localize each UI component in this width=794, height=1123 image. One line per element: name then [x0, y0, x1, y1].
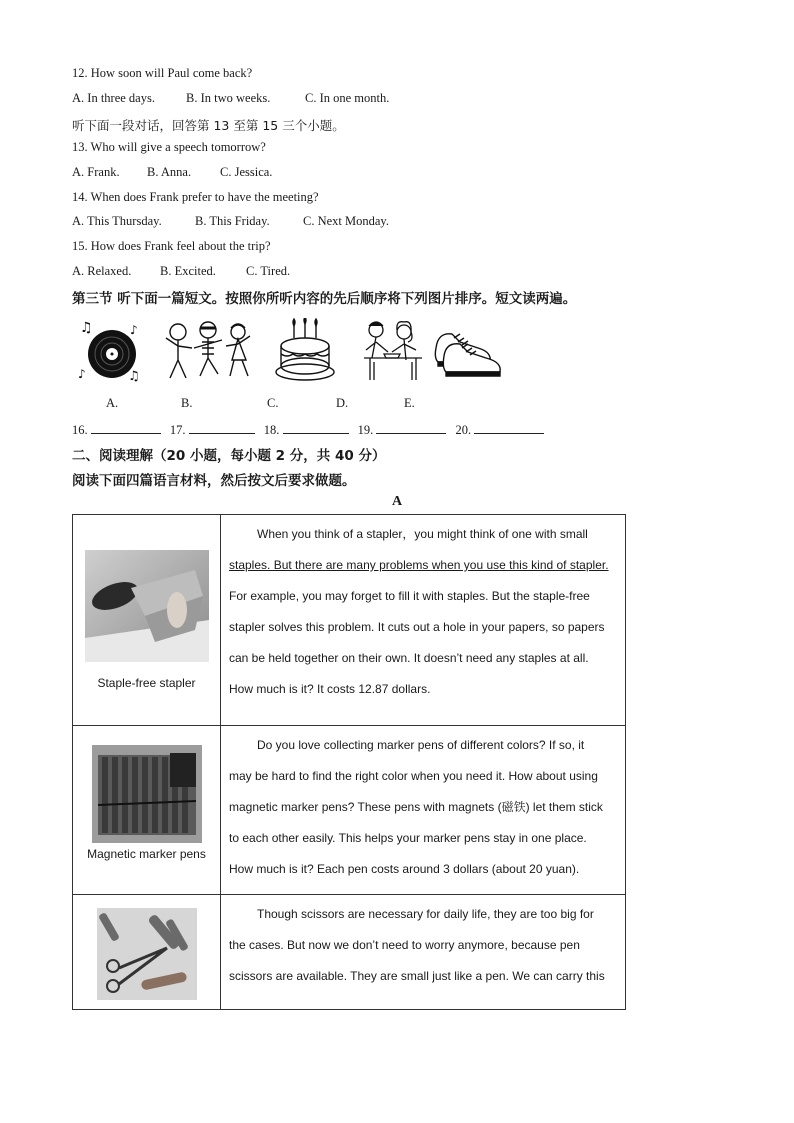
picture-row	[78, 318, 518, 388]
q12-question: 12. How soon will Paul come back?	[72, 66, 253, 80]
stapler-caption: Staple-free stapler	[97, 676, 196, 690]
product-row-scissors	[73, 895, 626, 1010]
pens-caption: Magnetic marker pens	[87, 847, 206, 861]
q13-options	[72, 165, 272, 180]
kids-dancing-icon	[160, 318, 256, 384]
q15-option-a: A. Relaxed.	[72, 264, 132, 278]
scissors-text	[221, 895, 626, 1010]
answer-blanks	[72, 421, 550, 438]
q13-option-c: C. Jessica.	[220, 165, 273, 179]
picture-label-e: E.	[404, 396, 415, 410]
stapler-line-4: stapler solves this problem. It cuts out a hole in your papers, so papers	[229, 620, 605, 634]
blank-label-17: 17.	[169, 423, 186, 437]
q12-option-c: C. In one month.	[305, 91, 390, 105]
blank-label-19: 19.	[357, 423, 374, 437]
q13-question: 13. Who will give a speech tomorrow?	[72, 140, 266, 154]
marker-pens-photo	[92, 745, 202, 843]
scissors-line-3: scissors are available. They are small just like a pen. We can carry this	[229, 969, 605, 983]
reading-part-heading: 二、阅读理解（20 小题，每小题 2 分，共 40 分）	[72, 448, 386, 464]
pens-line-5: How much is it? Each pen costs around 3 dollars (about 20 yuan).	[229, 862, 580, 876]
stapler-text	[221, 515, 626, 726]
picture-label-b: B.	[181, 396, 193, 410]
q12-options	[72, 91, 389, 106]
q14-option-c: C. Next Monday.	[303, 214, 389, 228]
q12-option-a: A. In three days.	[72, 91, 155, 105]
answer-blank-18[interactable]	[283, 421, 349, 434]
stapler-image-cell	[73, 515, 221, 726]
pens-line-2: may be hard to find the right color when you need it. How about using	[229, 769, 598, 783]
reading-instruction: 阅读下面四篇语言材料，然后按文后要求做题。	[72, 473, 356, 489]
pens-image-cell	[73, 726, 221, 895]
q14-question: 14. When does Frank prefer to have the meeting?	[72, 190, 319, 204]
scissors-image-cell	[73, 895, 221, 1010]
passage-label: A	[391, 494, 403, 509]
q14-option-b: B. This Friday.	[195, 214, 270, 228]
stapler-line-5: can be held together on their own. It doesn’t need any staples at all.	[229, 651, 589, 665]
q15-option-c: C. Tired.	[246, 264, 291, 278]
blank-label-18: 18.	[263, 423, 280, 437]
q15-option-b: B. Excited.	[160, 264, 216, 278]
instruction-13-15: 听下面一段对话，回答第 13 至第 15 三个小题。	[72, 118, 345, 133]
pens-line-3: magnetic marker pens? These pens with magnets (磁铁) let them stick	[229, 800, 603, 814]
pens-line-4: to each other easily. This helps your marker pens stay in one place.	[229, 831, 587, 845]
pens-line-1: Do you love collecting marker pens of different colors? If so, it	[257, 738, 585, 752]
product-row-stapler	[73, 515, 626, 726]
pens-text	[221, 726, 626, 895]
q13-option-b: B. Anna.	[147, 165, 192, 179]
family-dinner-icon	[360, 318, 426, 384]
picture-label-a: A.	[106, 396, 119, 410]
svg-text:♪: ♪	[78, 367, 86, 381]
section3-heading: 第三节 听下面一篇短文。按照你所听内容的先后顺序将下列图片排序。短文读两遍。	[72, 291, 577, 307]
birthday-cake-icon	[274, 318, 336, 384]
picture-label-d: D.	[336, 396, 349, 410]
answer-blank-20[interactable]	[474, 421, 544, 434]
svg-text:♫: ♫	[128, 369, 140, 384]
record-music-icon	[78, 318, 144, 384]
blank-label-16: 16.	[72, 423, 88, 437]
q13-option-a: A. Frank.	[72, 165, 120, 179]
pen-scissors-photo	[97, 908, 197, 1000]
q15-options	[72, 264, 290, 279]
stapler-line-1: When you think of a stapler，you might think of one with small	[257, 527, 588, 541]
stapler-line-3: For example, you may forget to fill it with staples. But the staple-free	[229, 589, 590, 603]
q12-option-b: B. In two weeks.	[186, 91, 271, 105]
scissors-line-1: Though scissors are necessary for daily life, they are too big for	[257, 907, 594, 921]
answer-blank-16[interactable]	[91, 421, 161, 434]
svg-text:♪: ♪	[130, 323, 138, 337]
q14-option-a: A. This Thursday.	[72, 214, 162, 228]
picture-label-c: C.	[267, 396, 279, 410]
stapler-line-2-text: staples. But there are many problems when you use this kind of stapler.	[229, 558, 609, 572]
sneakers-icon	[430, 318, 506, 384]
svg-text:♫: ♫	[80, 320, 93, 336]
stapler-line-2	[229, 550, 617, 581]
stapler-photo	[85, 550, 209, 662]
products-table	[72, 514, 626, 1010]
blank-label-20: 20.	[455, 423, 472, 437]
answer-blank-19[interactable]	[376, 421, 446, 434]
q14-options	[72, 214, 389, 229]
product-row-pens	[73, 726, 626, 895]
stapler-line-6: How much is it? It costs 12.87 dollars.	[229, 682, 431, 696]
q15-question: 15. How does Frank feel about the trip?	[72, 239, 271, 253]
scissors-line-2: the cases. But now we don’t need to worry anymore, because pen	[229, 938, 580, 952]
answer-blank-17[interactable]	[189, 421, 255, 434]
